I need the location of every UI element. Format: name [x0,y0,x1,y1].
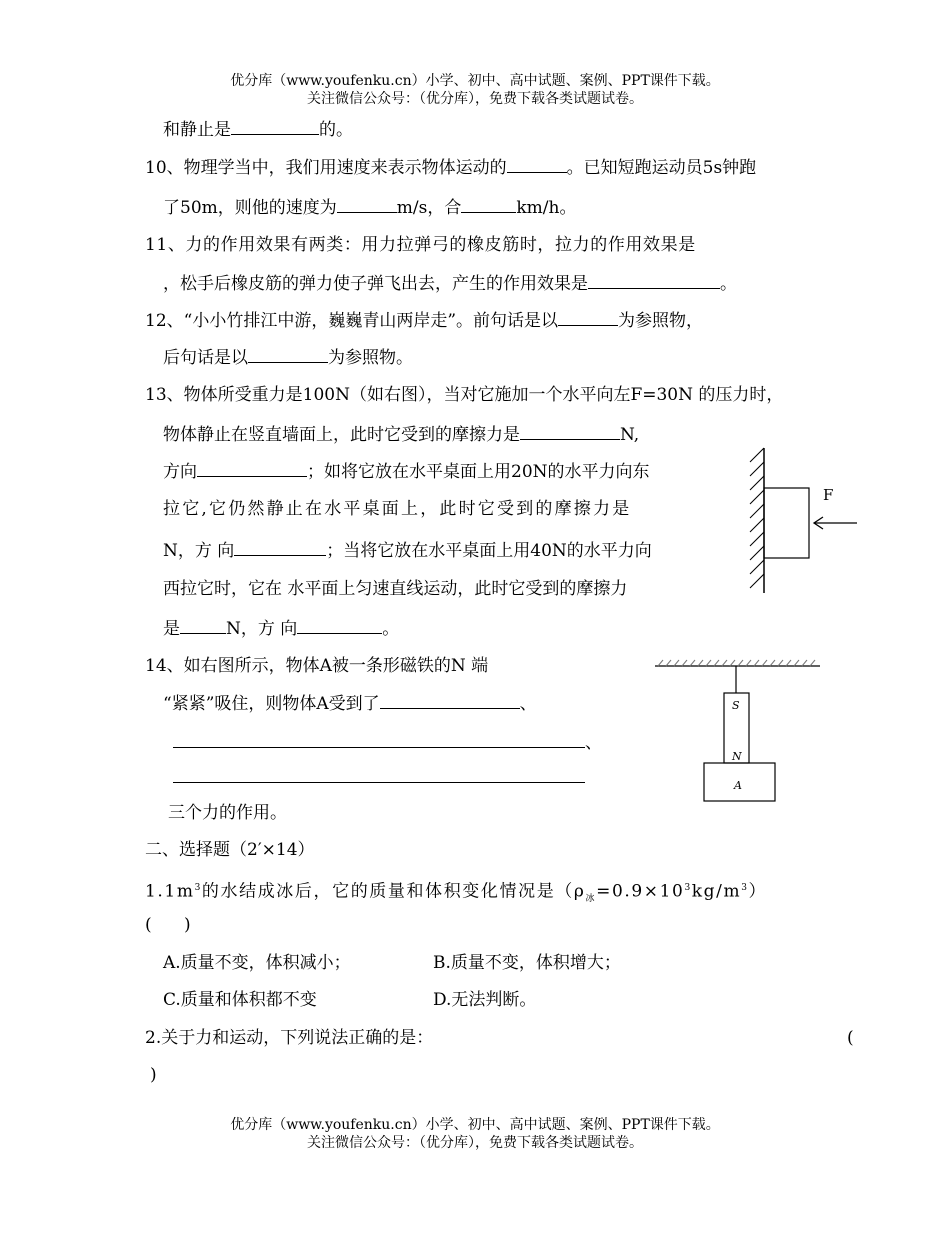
magnet-n-label: N [732,750,742,763]
q14-line-3 [173,731,602,754]
q13-text-a: 物体静止在竖直墙面上，此时它受到的摩擦力是 [163,425,520,445]
header-line-2: 关注微信公众号：（优分库），免费下载各类试题试卷。 [307,91,643,107]
mc1-stem-sup3: 3 [741,883,749,893]
q13-text-f: ；当将它放在水平桌面上用40N的水平力向 [326,541,652,561]
mc1-stem-sub: 冰 [585,894,597,905]
mc1-answer-paren[interactable]: ( ) [145,915,191,935]
wall-hatching [750,448,764,588]
q13-text-e: N，方 向 [163,541,235,561]
q9-text-b: 的。 [319,120,353,140]
mc1-stem-c: =0.9×10 [596,881,685,902]
q9-blank[interactable] [231,118,319,135]
q10-text-d: m/s，合 [396,198,462,218]
q13-text-b: N, [620,425,640,445]
q10-line-2 [163,196,576,219]
q14-blank-3[interactable] [173,766,585,783]
q13-line-5 [163,539,652,562]
mc1-option-d[interactable]: D.无法判断。 [433,990,537,1010]
q10-text-a: 10、物理学当中，我们用速度来表示物体运动的 [145,158,507,178]
q14-line-1: 14、如右图所示，物体A被一条形磁铁的N 端 [145,656,489,676]
object-a-label: A [734,779,742,792]
q14-line-4 [173,766,585,789]
q12-text-a: 12、“小小竹排江中游，巍巍青山两岸走”。前句话是以 [145,311,559,331]
q13-text-g: 是 [163,619,180,639]
q13-line-3 [163,460,650,483]
q12-text-d: 为参照物。 [328,348,413,368]
q12-line-1 [145,309,703,332]
q12-line-2 [163,346,413,369]
mc1-option-b[interactable]: B.质量不变，体积增大； [433,953,621,973]
q9-text-a: 和静止是 [163,120,231,140]
force-label: F [823,486,834,504]
q11-line-2 [163,272,737,295]
q13-blank-1[interactable] [520,423,620,440]
mc2-paren-close[interactable]: ) [150,1065,157,1085]
magnet-s-label: S [732,699,740,712]
q13-line-7 [163,617,399,640]
q10-text-b: 。已知短跑运动员5s钟跑 [566,158,757,178]
wall-block-figure [740,440,870,600]
footer-line-2: 关注微信公众号：（优分库），免费下载各类试题试卷。 [307,1135,643,1151]
magnet-figure [650,655,830,810]
q12-text-c: 后句话是以 [163,348,248,368]
ceiling-hatching [658,660,815,666]
mc1-stem-b: 的水结成冰后，它的质量和体积变化情况是（ρ [201,881,586,902]
q13-blank-2[interactable] [197,460,307,477]
q14-line-5: 三个力的作用。 [168,803,287,823]
q12-text-b: 为参照物， [618,311,704,331]
mc1-stem-sup2: 3 [684,883,692,893]
q11-text-a: ，松手后橡皮筋的弹力使子弹飞出去，产生的作用效果是 [163,274,588,294]
mc1-option-c[interactable]: C.质量和体积都不变 [163,990,317,1010]
q13-line-1: 13、物体所受重力是100N（如右图），当对它施加一个水平向左F=30N 的压力时， [145,385,784,405]
q14-blank-1[interactable] [380,692,520,709]
block [764,488,809,558]
q13-blank-5[interactable] [297,617,382,634]
q12-blank-2[interactable] [248,346,328,363]
mc1-stem-e: ） [748,881,768,902]
q10-blank-1[interactable] [507,156,567,173]
q13-text-h: N，方 向 [226,619,298,639]
q14-text-b: 、 [519,694,537,714]
q10-text-e: km/h。 [516,198,577,218]
mc1-option-a[interactable]: A.质量不变，体积减小； [163,953,351,973]
q14-line-2 [163,692,537,715]
mc2-stem: 2.关于力和运动，下列说法正确的是： [145,1028,434,1048]
q11-blank[interactable] [588,272,720,289]
q10-blank-3[interactable] [461,196,516,213]
footer-line-1: 优分库（www.youfenku.cn）小学、初中、高中试题、案例、PPT课件下载。 [230,1117,720,1133]
q13-text-d: ；如将它放在水平桌面上用20N的水平力向东 [307,462,650,482]
q14-blank-2[interactable] [173,731,585,748]
q13-text-i: 。 [382,619,400,639]
q11-text-b: 。 [720,274,737,294]
mc1-stem-a: 1.1m [145,881,195,902]
q13-line-6: 西拉它时，它在 水平面上匀速直线运动，此时它受到的摩擦力 [163,579,628,599]
header-line-1: 优分库（www.youfenku.cn）小学、初中、高中试题、案例、PPT课件下载。 [230,73,720,89]
q10-text-c: 了50m，则他的速度为 [163,198,337,218]
q11-line-1: 11、力的作用效果有两类：用力拉弹弓的橡皮筋时，拉力的作用效果是 [145,235,696,255]
mc2-paren-open[interactable]: ( [847,1028,854,1048]
mc1-stem [145,877,767,910]
mc1-stem-d: kg/m [691,881,742,902]
q13-line-4: 拉它,它仍然静止在水平桌面上，此时它受到的摩擦力是 [163,499,632,519]
q14-text-c: 、 [585,733,602,753]
q13-text-c: 方向 [163,462,197,482]
mc1-stem-sup: 3 [194,883,202,893]
section-2-title: 二、选择题（2′×14） [145,840,315,860]
q12-blank-1[interactable] [558,309,618,326]
q10-line-1 [145,156,756,179]
q13-line-2 [163,423,639,446]
q13-blank-3[interactable] [234,539,326,556]
q13-blank-4[interactable] [180,617,226,634]
q10-blank-2[interactable] [337,196,397,213]
q9-line [163,118,353,141]
q14-text-a: “紧紧”吸住，则物体A受到了 [163,694,380,714]
